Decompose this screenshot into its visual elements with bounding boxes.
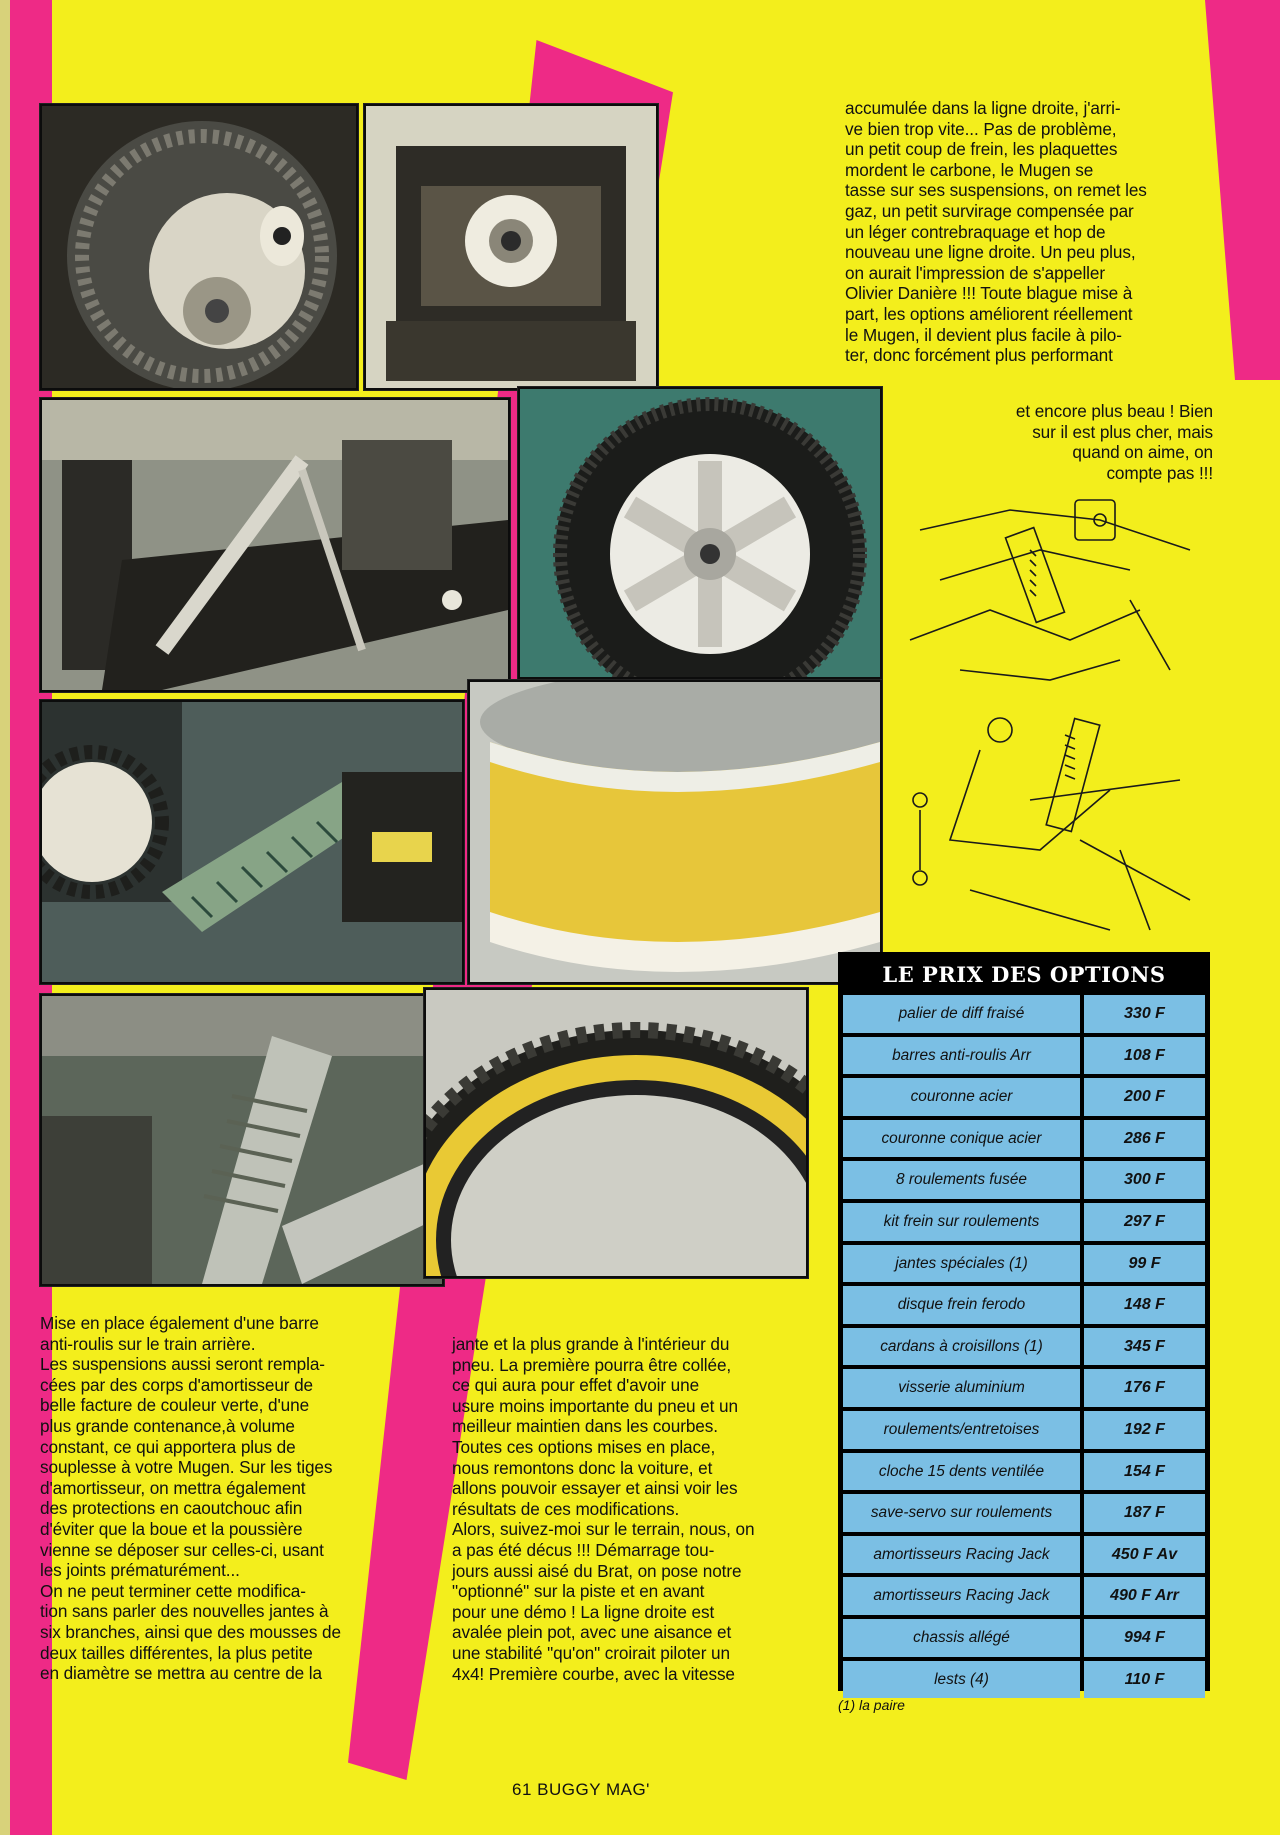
article-column-middle: jante et la plus grande à l'intérieur du pneu. La première pourra être collée, ce qui aura pour effet d'avoir une usure moins importante du pneu et un meilleur maintien dans les courbes. Toutes ces options mises en place, nous remontons donc la voiture, et allons pouvoir essayer et ainsi voir les résultats de ces modifications. Alors, suivez-moi sur le terrain, nous, on a pas été décus !!! Démarrage tou- jours aussi aisé du Brat, on pose notre "optionné" sur la piste et en avant pour une démo ! La ligne droite est avalée plein pot, avec une aisance et une stabilité "qu'on" croirait piloter un 4x4! Première courbe, avec la vitesse: [452, 1334, 755, 1684]
suspension-diagram-lower: [880, 700, 1200, 940]
option-name: palier de diff fraisé: [843, 995, 1080, 1033]
price-row: [843, 1367, 1205, 1409]
photo-six-spoke-wheel: [518, 387, 882, 679]
price-row: [843, 1575, 1205, 1617]
option-name: couronne conique acier: [843, 1120, 1080, 1158]
price-row: [843, 1534, 1205, 1576]
article-column-left: Mise en place également d'une barre anti-roulis sur le train arrière. Les suspensions aussi seront rempla- cées par des corps d'amortisseur de belle facture de couleur verte, d'une plus grande contenance,à volume constant, ce qui apportera plus de souplesse à votre Mugen. Sur les tiges d'amortisseur, on mettra également des protections en caoutchouc afin d'éviter que la boue et la poussière vienne se déposer sur celles-ci, usant les joints prématurément... On ne peut terminer cette modifica- tion sans parler des nouvelles jantes à six branches, ainsi que des mousses de deux tailles différentes, la plus petite en diamètre se mettra au centre de la: [40, 1313, 341, 1684]
price-row: [843, 1284, 1205, 1326]
photo-green-shock: [40, 700, 464, 984]
price-row: [843, 993, 1205, 1035]
option-name: barres anti-roulis Arr: [843, 1037, 1080, 1075]
pink-stripe-top-right: [1205, 0, 1280, 380]
option-name: amortisseurs Racing Jack: [843, 1536, 1080, 1574]
article-column-right: accumulée dans la ligne droite, j'arri- ve bien trop vite... Pas de problème, un petit coup de frein, les plaquettes mordent le carbone, le Mugen se tasse sur ses suspensions, on remet les gaz, un petit survirage compensée par un léger contrebraquage et hop de nouveau une ligne droite. Un peu plus, on aurait l'impression de s'appeller Olivier Danière !!! Toute blague mise à part, les options améliorent réellement le Mugen, il devient plus facile à pilo- ter, donc forcément plus performant: [845, 98, 1147, 366]
price-row: [843, 1076, 1205, 1118]
option-name: jantes spéciales (1): [843, 1245, 1080, 1283]
page-edge: [0, 0, 10, 1835]
option-price: 192 F: [1084, 1411, 1205, 1449]
option-name: couronne acier: [843, 1078, 1080, 1116]
option-price: 187 F: [1084, 1494, 1205, 1532]
price-row: [843, 1159, 1205, 1201]
option-name: disque frein ferodo: [843, 1286, 1080, 1324]
option-price: 200 F: [1084, 1078, 1205, 1116]
price-table-footnote: (1) la paire: [838, 1697, 905, 1713]
suspension-diagram-upper: [900, 490, 1200, 690]
option-name: cloche 15 dents ventilée: [843, 1453, 1080, 1491]
option-name: chassis allégé: [843, 1619, 1080, 1657]
page-folio: 61 BUGGY MAG': [512, 1780, 650, 1799]
option-name: visserie aluminium: [843, 1369, 1080, 1407]
photo-rear-suspension-arm: [40, 398, 510, 692]
option-price: 300 F: [1084, 1161, 1205, 1199]
price-table-rows: [843, 993, 1205, 1700]
price-table: [838, 952, 1210, 1691]
price-row: [843, 1201, 1205, 1243]
option-price: 994 F: [1084, 1619, 1205, 1657]
price-row: [843, 1659, 1205, 1701]
price-row: [843, 1118, 1205, 1160]
price-table-title: LE PRIX DES OPTIONS: [882, 962, 1166, 987]
option-price: 148 F: [1084, 1286, 1205, 1324]
option-price: 297 F: [1084, 1203, 1205, 1241]
price-row: [843, 1492, 1205, 1534]
photo-damper-boot: [40, 994, 444, 1286]
price-row: [843, 1409, 1205, 1451]
photo-diff-bearing: [40, 104, 358, 390]
option-name: cardans à croisillons (1): [843, 1328, 1080, 1366]
option-name: 8 roulements fusée: [843, 1161, 1080, 1199]
option-price: 450 F Av: [1084, 1536, 1205, 1574]
price-row: [843, 1617, 1205, 1659]
article-column-right-ragged: et encore plus beau ! Bien sur il est plus cher, mais quand on aime, on compte pas !!!: [1015, 401, 1213, 483]
photo-bearing-housing: [364, 104, 658, 390]
option-name: kit frein sur roulements: [843, 1203, 1080, 1241]
photo-tyre-foam-insert: [468, 680, 882, 984]
option-price: 176 F: [1084, 1369, 1205, 1407]
price-row: [843, 1451, 1205, 1493]
option-price: 490 F Arr: [1084, 1577, 1205, 1615]
option-price: 345 F: [1084, 1328, 1205, 1366]
option-price: 99 F: [1084, 1245, 1205, 1283]
photo-foam-ring: [424, 988, 808, 1278]
option-name: amortisseurs Racing Jack: [843, 1577, 1080, 1615]
price-row: [843, 1243, 1205, 1285]
option-price: 330 F: [1084, 995, 1205, 1033]
option-price: 108 F: [1084, 1037, 1205, 1075]
option-price: 154 F: [1084, 1453, 1205, 1491]
option-name: save-servo sur roulements: [843, 1494, 1080, 1532]
option-price: 286 F: [1084, 1120, 1205, 1158]
option-name: lests (4): [843, 1661, 1080, 1699]
option-name: roulements/entretoises: [843, 1411, 1080, 1449]
price-row: [843, 1035, 1205, 1077]
price-row: [843, 1326, 1205, 1368]
option-price: 110 F: [1084, 1661, 1205, 1699]
